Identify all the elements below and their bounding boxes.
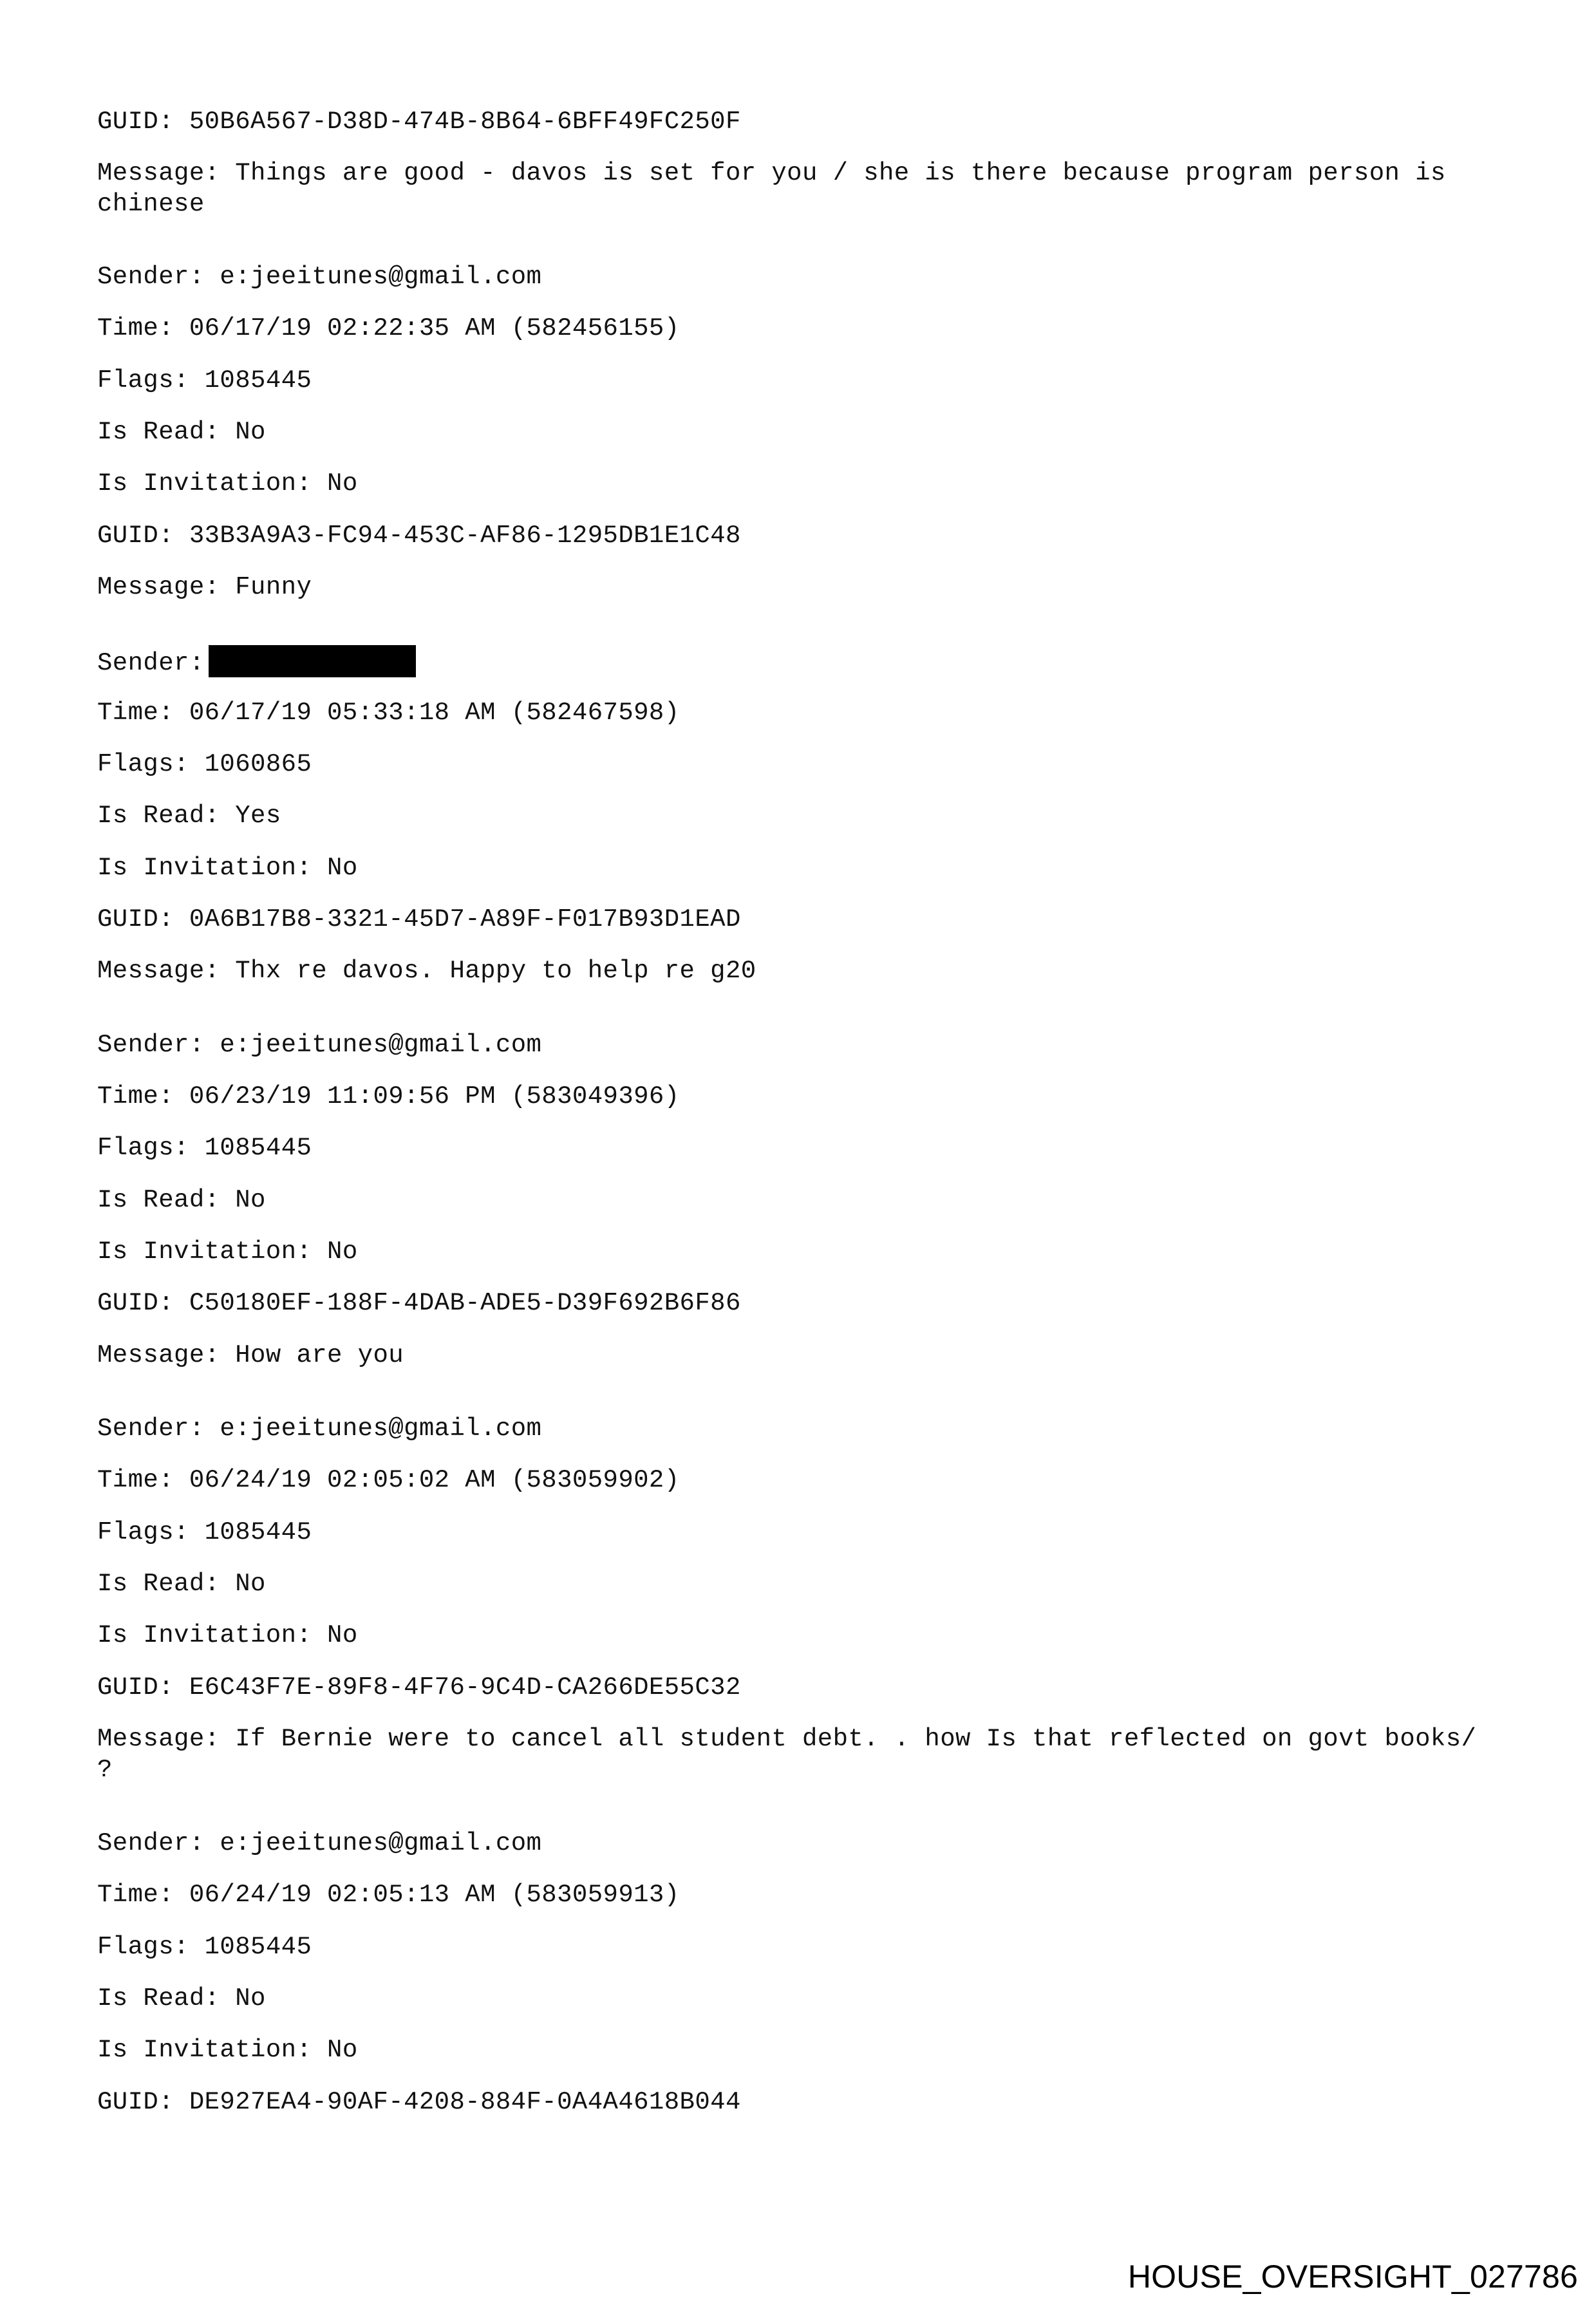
- is-read-line: Is Read: No: [97, 1570, 266, 1598]
- message-line: Message: How are you: [97, 1341, 404, 1369]
- guid-line: GUID: E6C43F7E-89F8-4F76-9C4D-CA266DE55C32: [97, 1673, 741, 1702]
- time-line: Time: 06/17/19 02:22:35 AM (582456155): [97, 314, 680, 343]
- sender-line-redacted: [97, 645, 416, 679]
- flags-line: Flags: 1060865: [97, 750, 312, 778]
- message-line: Message: If Bernie were to cancel all student debt. . how Is that reflected on govt books/ ?: [97, 1725, 1477, 1784]
- time-line: Time: 06/17/19 05:33:18 AM (582467598): [97, 699, 680, 727]
- guid-line: GUID: DE927EA4-90AF-4208-884F-0A4A4618B044: [97, 2088, 741, 2116]
- is-read-line: Is Read: No: [97, 1186, 266, 1214]
- sender-line: Sender: e:jeeitunes@gmail.com: [97, 1415, 542, 1443]
- message-line: Message: Things are good - davos is set for you / she is there because program person is chinese: [97, 159, 1446, 218]
- sender-line: Sender: e:jeeitunes@gmail.com: [97, 1031, 542, 1059]
- message-line: Message: Funny: [97, 573, 312, 601]
- sender-label: Sender:: [97, 649, 205, 677]
- flags-line: Flags: 1085445: [97, 1134, 312, 1162]
- is-read-line: Is Read: No: [97, 418, 266, 446]
- sender-line: Sender: e:jeeitunes@gmail.com: [97, 1829, 542, 1857]
- bates-number: HOUSE_OVERSIGHT_027786: [1127, 2259, 1578, 2295]
- redaction-box: [209, 645, 416, 677]
- is-read-line: Is Read: No: [97, 1984, 266, 2013]
- guid-line: GUID: C50180EF-188F-4DAB-ADE5-D39F692B6F86: [97, 1289, 741, 1317]
- flags-line: Flags: 1085445: [97, 1933, 312, 1961]
- is-invitation-line: Is Invitation: No: [97, 854, 358, 882]
- is-invitation-line: Is Invitation: No: [97, 1621, 358, 1650]
- flags-line: Flags: 1085445: [97, 366, 312, 395]
- guid-line: GUID: 33B3A9A3-FC94-453C-AF86-1295DB1E1C48: [97, 522, 741, 550]
- is-invitation-line: Is Invitation: No: [97, 469, 358, 498]
- is-read-line: Is Read: Yes: [97, 802, 281, 830]
- is-invitation-line: Is Invitation: No: [97, 2036, 358, 2064]
- time-line: Time: 06/23/19 11:09:56 PM (583049396): [97, 1082, 680, 1111]
- sender-line: Sender: e:jeeitunes@gmail.com: [97, 263, 542, 291]
- time-line: Time: 06/24/19 02:05:13 AM (583059913): [97, 1881, 680, 1909]
- is-invitation-line: Is Invitation: No: [97, 1237, 358, 1266]
- time-line: Time: 06/24/19 02:05:02 AM (583059902): [97, 1466, 680, 1494]
- guid-line: GUID: 50B6A567-D38D-474B-8B64-6BFF49FC250F: [97, 108, 741, 136]
- guid-line: GUID: 0A6B17B8-3321-45D7-A89F-F017B93D1EAD: [97, 905, 741, 934]
- flags-line: Flags: 1085445: [97, 1518, 312, 1546]
- message-line: Message: Thx re davos. Happy to help re g20: [97, 957, 756, 985]
